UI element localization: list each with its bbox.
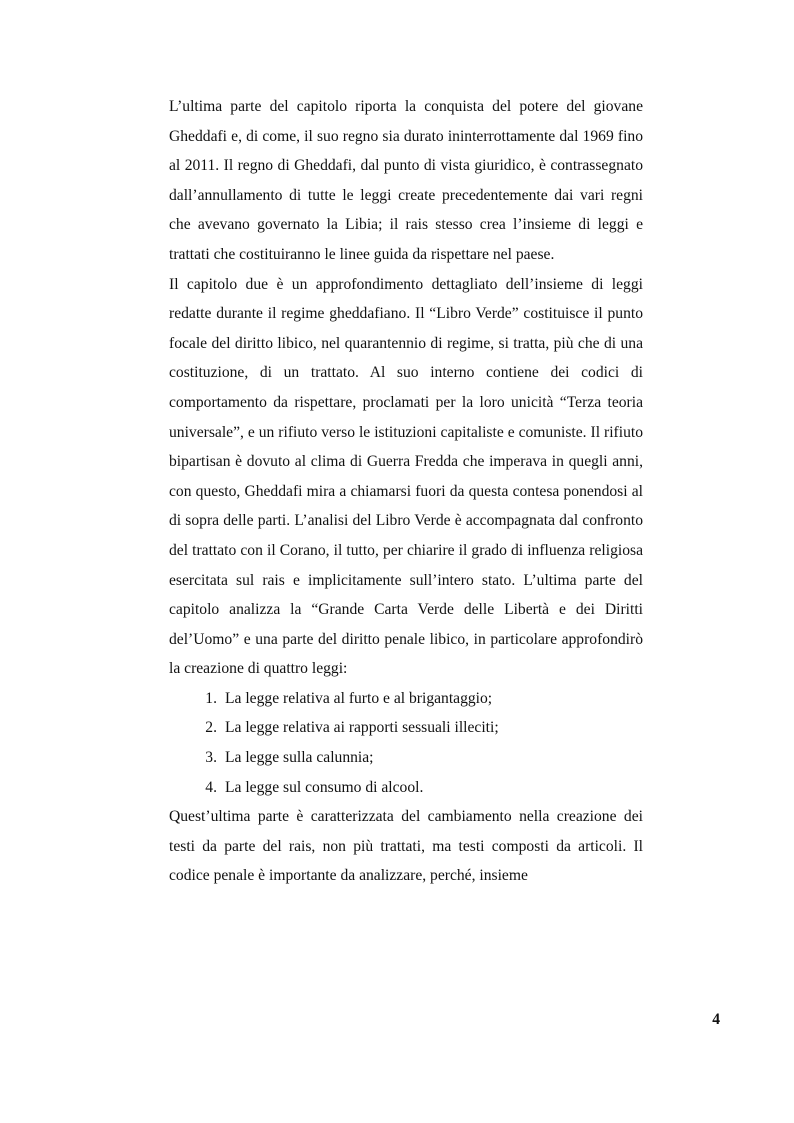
list-item-text: La legge sul consumo di alcool. — [225, 778, 424, 796]
paragraph-closing: Quest’ultima parte è caratterizzata del cambiamento nella creazione dei testi da parte del rais, non più trattati, ma testi composti da articoli. Il codice penale è importante da analizzare, perché, insieme — [169, 808, 643, 885]
paragraph-intro: L’ultima parte del capitolo riporta la conquista del potere del giovane Gheddafi e, di come, il suo regno sia durato ininterrottamente dal 1969 fino al 2011. Il regno di Gheddafi, dal punto di vista giuridico, è contrassegnato dall’annullamento di tutte le leggi create precedentemente dai vari regni che avevano governato la Libia; il rais stesso crea l’insieme di leggi e trattati che costituiranno le linee guida da rispettare nel paese. — [169, 98, 643, 263]
list-item — [169, 713, 643, 743]
list-item-number: 2. — [205, 719, 217, 737]
page-number: 4 — [712, 1011, 720, 1028]
list-item-number: 3. — [205, 749, 217, 767]
list-item-number: 4. — [205, 778, 217, 796]
paragraph-chapter-two: Il capitolo due è un approfondimento dettagliato dell’insieme di leggi redatte durante il regime gheddafiano. Il “Libro Verde” costituisce il punto focale del diritto libico, nel quarantennio di regime, si tratta, più che di una costituzione, di un trattato. Al suo interno contiene dei codici di comportamento da rispettare, proclamati per la loro unicità “Terza teoria universale”, e un rifiuto verso le istituzioni capitaliste e comuniste. Il rifiuto bipartisan è dovuto al clima di Guerra Fredda che imperava in quegli anni, con questo, Gheddafi mira a chiamarsi fuori da questa contesa ponendosi al di sopra delle parti. L’analisi del Libro Verde è accompagnata dal confronto del trattato con il Corano, il tutto, per chiarire il grado di influenza religiosa esercitata sul rais e implicitamente sull’intero stato. L’ultima parte del capitolo analizza la “Grande Carta Verde delle Libertà e dei Diritti del’Uomo” e una parte del diritto penale libico, in particolare approfondirò la creazione di quattro leggi: — [169, 275, 643, 678]
list-item-text: La legge relativa al furto e al brigantaggio; — [225, 689, 493, 707]
list-item — [169, 743, 643, 773]
list-item-text: La legge sulla calunnia; — [225, 749, 374, 767]
list-item-number: 1. — [205, 689, 217, 707]
list-item-text: La legge relativa ai rapporti sessuali illeciti; — [225, 719, 499, 737]
laws-list — [169, 684, 643, 802]
page-body — [169, 92, 643, 891]
list-item — [169, 773, 643, 803]
list-item — [169, 684, 643, 714]
